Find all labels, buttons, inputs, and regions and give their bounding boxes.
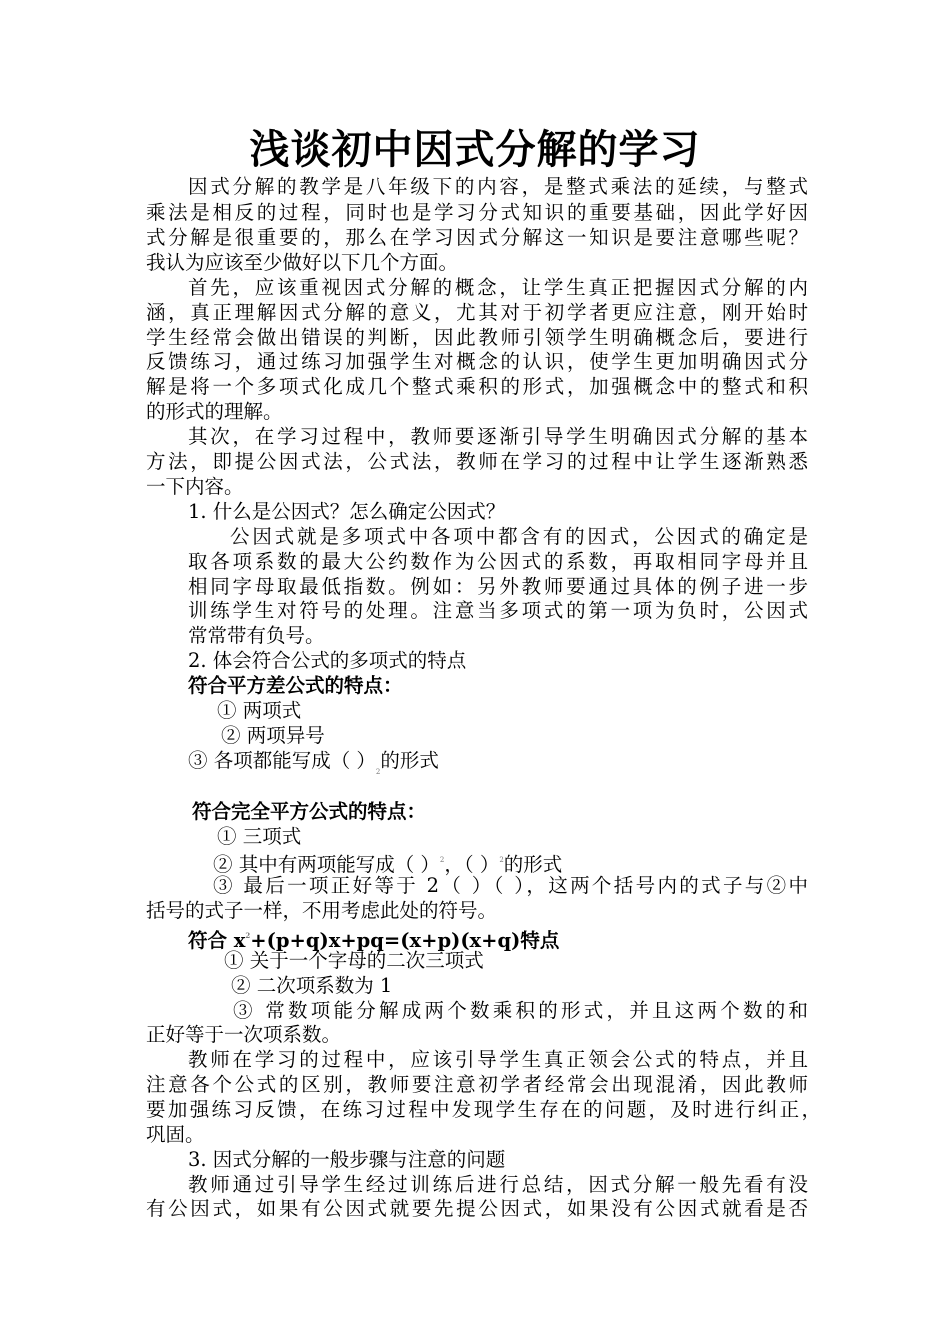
paragraph-line: 式分解是很重要的，那么在学习因式分解这一知识是要注意哪些呢？ bbox=[146, 226, 808, 249]
paragraph-line: 正好等于一次项系数。 bbox=[146, 1023, 342, 1046]
list-item: ② 两项异号 bbox=[221, 724, 325, 747]
exponent: 2 bbox=[499, 856, 504, 864]
paragraph-line: 相同字母取最低指数。例如：另外教师要通过具体的例子进一步 bbox=[188, 575, 808, 598]
list-item-text: 的形式 bbox=[503, 853, 563, 876]
paragraph-line: 学生经常会做出错误的判断，因此教师引领学生明确概念后，要进行 bbox=[146, 326, 808, 349]
list-item-text: 的形式 bbox=[380, 749, 439, 772]
subsection-heading: 符合完全平方公式的特点： bbox=[192, 800, 427, 823]
paragraph-line: 首先，应该重视因式分解的概念，让学生真正把握因式分解的内 bbox=[188, 276, 808, 299]
paragraph-line: 公因式就是多项式中各项中都含有的因式，公因式的确定是 bbox=[230, 525, 808, 548]
paragraph-line: 巩固。 bbox=[146, 1123, 205, 1146]
list-item: ③ 常数项能分解成两个数乘积的形式，并且这两个数的和 bbox=[233, 999, 808, 1022]
paragraph-line: 的形式的理解。 bbox=[146, 400, 283, 423]
paragraph-line: 括号的式子一样，不用考虑此处的符号。 bbox=[146, 899, 498, 922]
paragraph-line: 训练学生对符号的处理。注意当多项式的第一项为负时，公因式 bbox=[188, 599, 808, 622]
list-item: ① 关于一个字母的二次三项式 bbox=[224, 949, 484, 972]
page-title: 浅谈初中因式分解的学习 bbox=[249, 127, 701, 173]
list-item: ③ 最后一项正好等于 2（ ）（ ），这两个括号内的式子与②中 bbox=[213, 874, 808, 897]
paragraph-line: 其次，在学习过程中，教师要逐渐引导学生明确因式分解的基本 bbox=[188, 425, 808, 448]
paragraph-line: 我认为应该至少做好以下几个方面。 bbox=[146, 251, 459, 274]
exponent: 2 bbox=[439, 856, 445, 864]
paragraph-line: 解是将一个多项式化成几个整式乘积的形式，加强概念中的整式和积 bbox=[146, 375, 808, 398]
section-heading: 1. 什么是公因式？怎么确定公因式？ bbox=[188, 500, 506, 523]
paragraph-line: 方法，即提公因式法，公式法，教师在学习的过程中让学生逐渐熟悉 bbox=[146, 450, 808, 473]
paragraph-line: 教师通过引导学生经过训练后进行总结，因式分解一般先看有没 bbox=[188, 1173, 808, 1196]
list-item bbox=[188, 748, 439, 785]
heading-text: 符合 x bbox=[188, 929, 246, 952]
section-heading: 2. 体会符合公式的多项式的特点 bbox=[188, 649, 467, 672]
list-item: ② 二次项系数为 1 bbox=[231, 974, 393, 997]
paragraph-line: 乘法是相反的过程，同时也是学习分式知识的重要基础，因此学好因 bbox=[146, 201, 808, 224]
paragraph-line: 有公因式，如果有公因式就要先提公因式，如果没有公因式就看是否 bbox=[146, 1197, 808, 1220]
list-item-text: ，（ ） bbox=[444, 853, 500, 876]
paragraph-line: 反馈练习，通过练习加强学生对概念的认识，使学生更加明确因式分 bbox=[146, 350, 808, 373]
paragraph-line: 取各项系数的最大公约数作为公因式的系数，再取相同字母并且 bbox=[188, 550, 808, 573]
paragraph-line: 涵，真正理解因式分解的意义，尤其对于初学者更应注意，刚开始时 bbox=[146, 301, 808, 324]
paragraph-line: 教师在学习的过程中，应该引导学生真正领会公式的特点，并且 bbox=[188, 1048, 808, 1071]
paragraph-line: 一下内容。 bbox=[146, 475, 244, 498]
paragraph-line: 常常带有负号。 bbox=[188, 624, 325, 647]
list-item-text: ② 其中有两项能写成（ ） bbox=[213, 853, 440, 876]
paragraph-line: 要加强练习反馈，在练习过程中发现学生存在的问题，及时进行纠正， bbox=[146, 1098, 821, 1121]
heading-text: +(p+q)x+pq=(x+p)(x+q)特点 bbox=[250, 929, 560, 952]
subsection-heading: 符合平方差公式的特点： bbox=[188, 674, 403, 697]
list-item: ① 两项式 bbox=[217, 699, 302, 722]
list-item: ① 三项式 bbox=[217, 825, 302, 848]
list-item-text: ③ 各项都能写成（ ） bbox=[188, 749, 376, 772]
section-heading: 3. 因式分解的一般步骤与注意的问题 bbox=[188, 1148, 506, 1171]
paragraph-line: 注意各个公式的区别，教师要注意初学者经常会出现混淆，因此教师 bbox=[146, 1073, 808, 1096]
exponent: 2 bbox=[375, 768, 381, 776]
paragraph-line: 因式分解的教学是八年级下的内容，是整式乘法的延续，与整式 bbox=[188, 175, 808, 198]
exponent: 2 bbox=[245, 931, 251, 940]
